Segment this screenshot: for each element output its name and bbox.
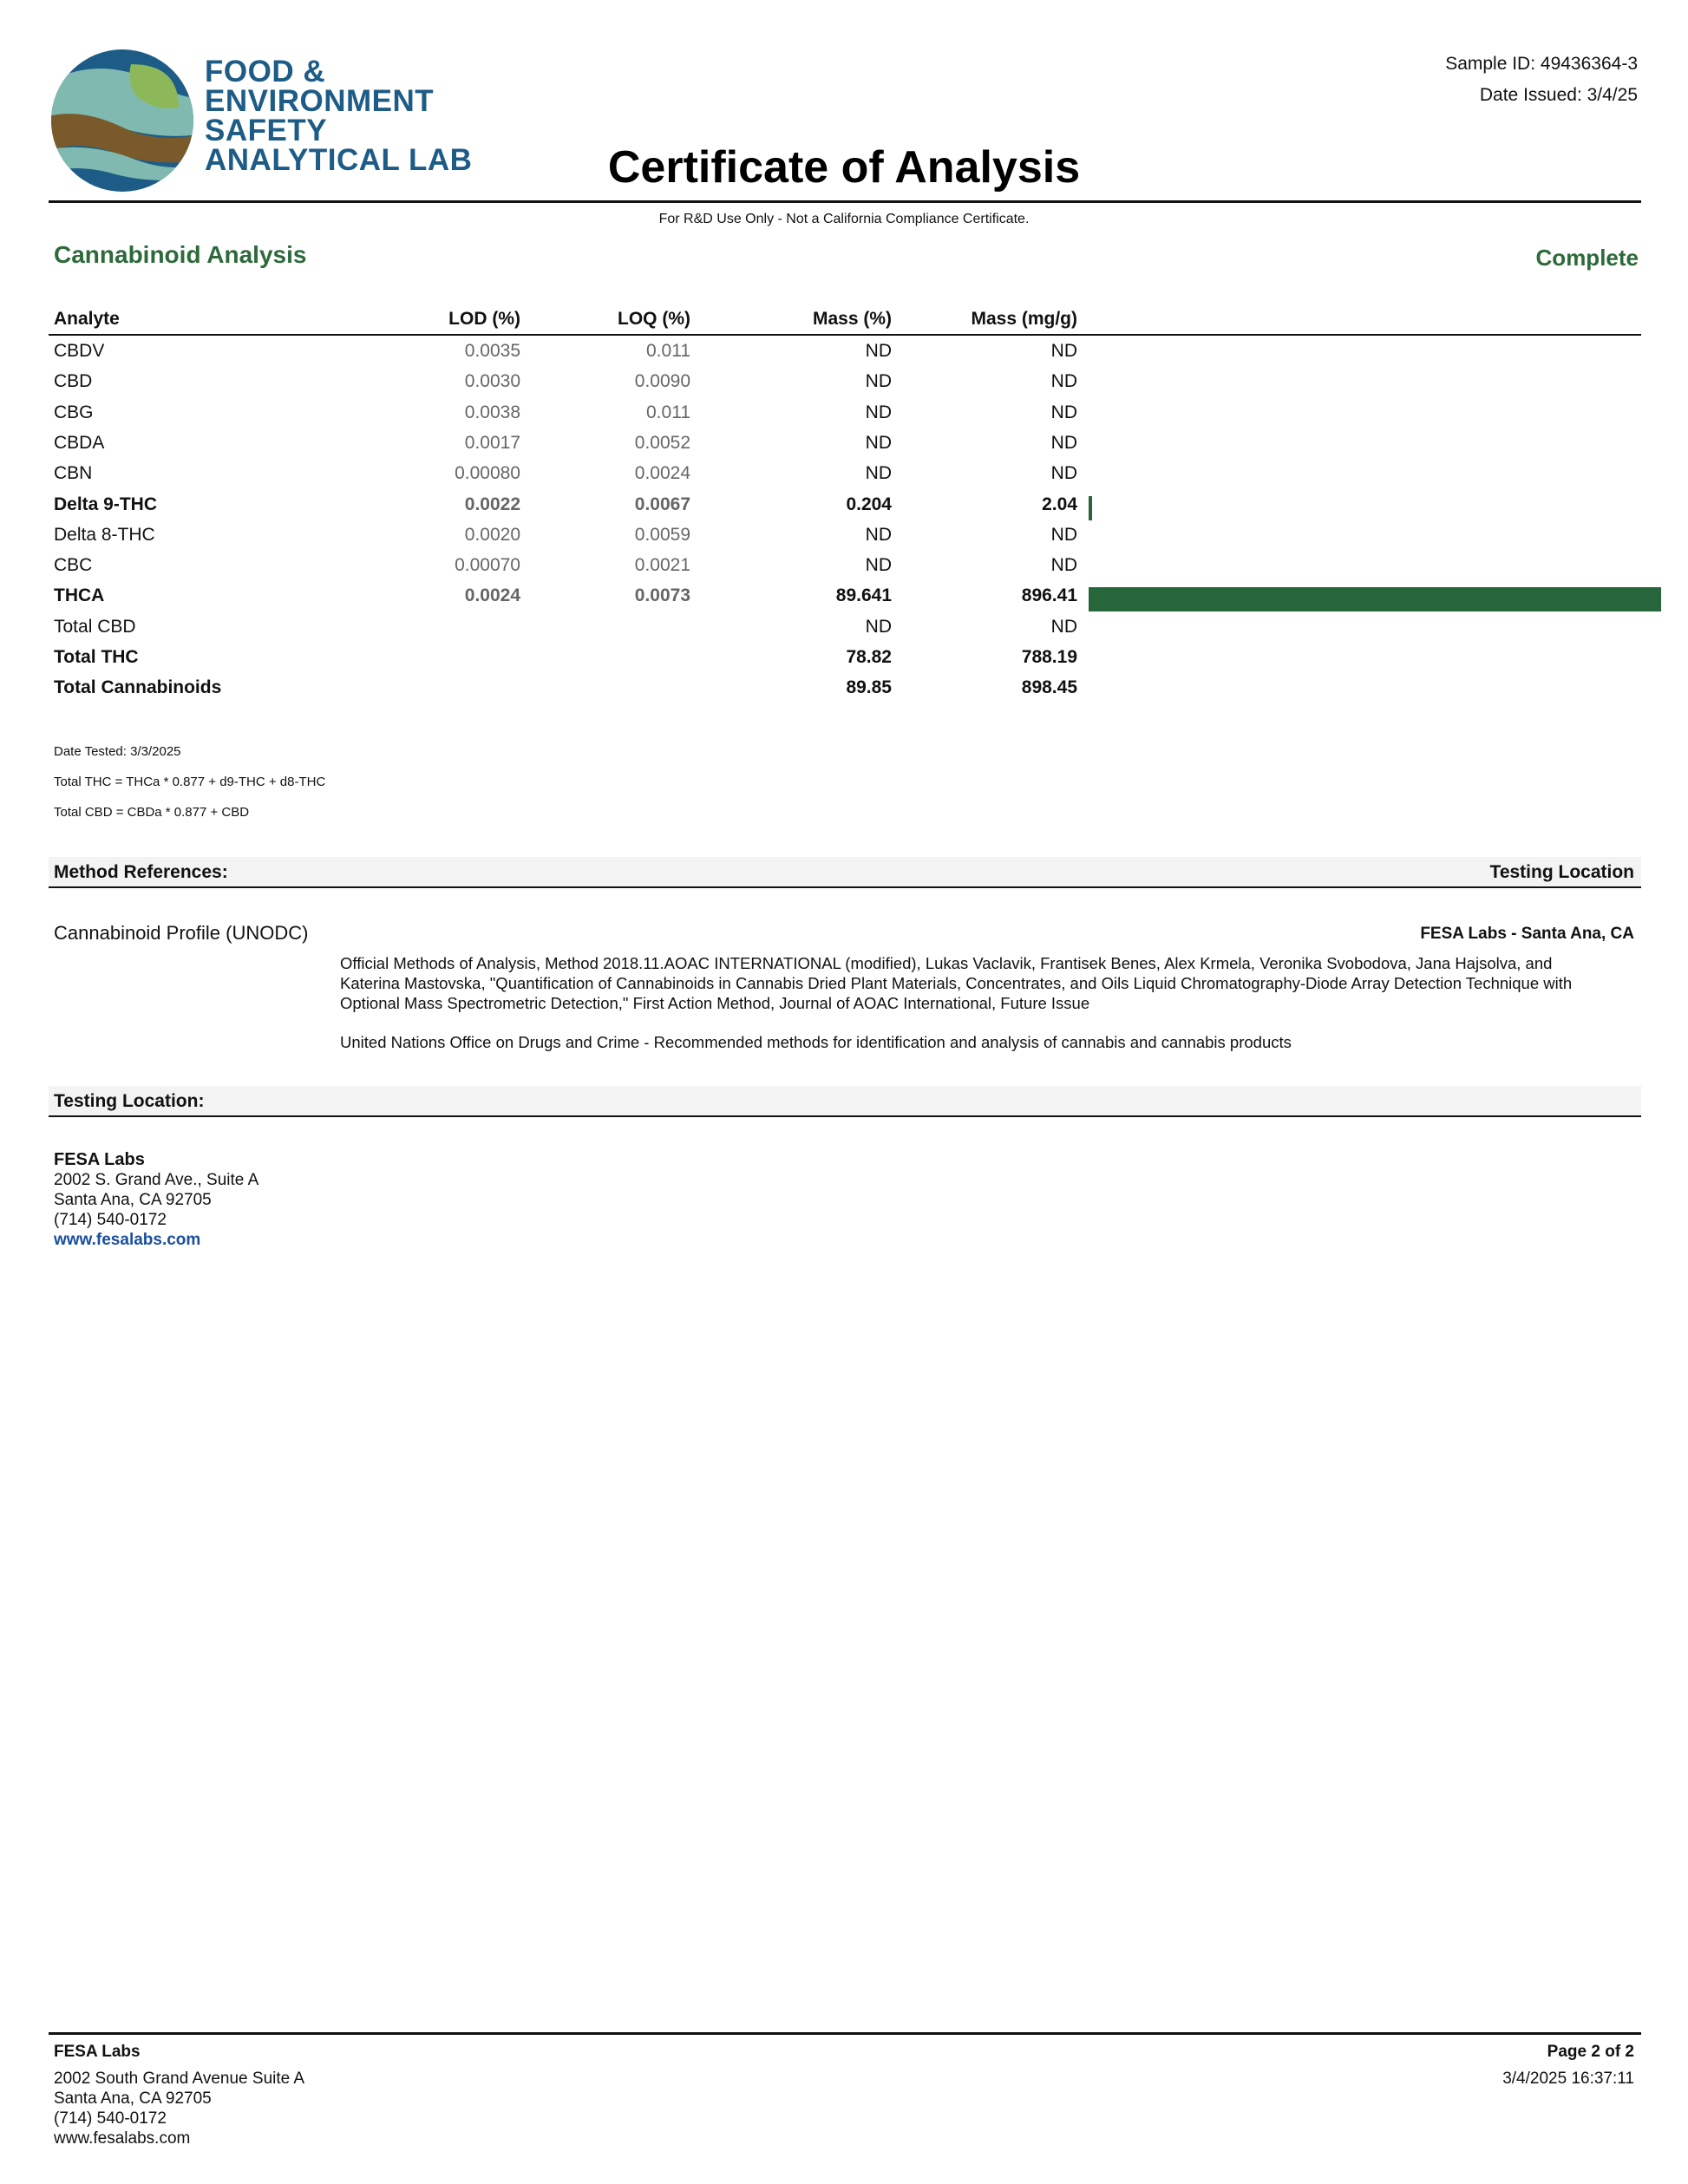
footer-divider — [49, 2032, 1641, 2035]
testing-location-band — [49, 1086, 1641, 1115]
mass-percent-value: 0.204 — [846, 494, 892, 514]
mass-percent-value: 89.641 — [835, 585, 892, 606]
mass-mg-value: 2.04 — [1042, 494, 1077, 514]
analyte-name: CBDA — [54, 432, 105, 453]
logo-line: ANALYTICAL LAB — [205, 143, 473, 177]
loq-value: 0.0059 — [634, 524, 690, 545]
logo-line: SAFETY — [205, 114, 328, 147]
analyte-name: THCA — [54, 585, 105, 606]
page-number: Page 2 of 2 — [1547, 2043, 1634, 2061]
mass-mg-value: ND — [1050, 616, 1077, 637]
method-name: Cannabinoid Profile (UNODC) — [54, 922, 309, 944]
mass-mg-value: ND — [1050, 463, 1077, 484]
mass-percent-value: ND — [865, 555, 892, 576]
lod-value: 0.0020 — [464, 524, 520, 545]
method-reference-1: Official Methods of Analysis, Method 2018.11.AOAC INTERNATIONAL (modified), Lukas Vaclavik, Frantisek Benes, Alex Krmela, Veronika Svobodova, Jana Hajsolva, and Katerina Mastovska, "Quantification of Cannabinoids in Cannabis Dried Plant Materials, Concentrates, and Oils Liquid Chromatography-Diode Array Detection Technique with Optional Mass Spectrometric Detection," First Action Method, Journal of AOAC International, Future Issue — [340, 954, 1573, 1012]
column-header-mass-pct: Mass (%) — [812, 309, 892, 329]
address-line-2: Santa Ana, CA 92705 — [54, 1191, 212, 1209]
total-cbd-formula: Total CBD = CBDa * 0.877 + CBD — [54, 805, 250, 820]
mass-mg-value: ND — [1050, 341, 1077, 361]
logo-line: FOOD & — [205, 55, 326, 88]
lod-value: 0.0030 — [464, 371, 520, 392]
footer-address — [54, 2042, 304, 2148]
mass-bar — [1089, 496, 1092, 520]
loq-value: 0.0067 — [634, 494, 690, 514]
mass-mg-value: 788.19 — [1021, 647, 1077, 667]
disclaimer: For R&D Use Only - Not a California Compliance Certificate. — [658, 212, 1030, 226]
mass-mg-value: ND — [1050, 555, 1077, 576]
analyte-name: CBD — [54, 371, 93, 392]
status-badge: Complete — [1535, 245, 1639, 271]
lab-name: FESA Labs — [54, 1150, 145, 1169]
lod-value: 0.0035 — [464, 341, 520, 361]
column-header-lod: LOD (%) — [448, 309, 520, 329]
mass-percent-value: 78.82 — [846, 647, 892, 667]
loq-value: 0.011 — [646, 402, 690, 422]
page-title: Certificate of Analysis — [607, 142, 1081, 193]
testing-location-label: Testing Location: — [54, 1091, 205, 1111]
mass-mg-value: 896.41 — [1021, 585, 1077, 606]
mass-mg-value: ND — [1050, 402, 1077, 422]
method-references-label: Method References: — [54, 862, 228, 882]
generated-timestamp: 3/4/2025 16:37:11 — [1502, 2070, 1634, 2088]
loq-value: 0.0024 — [634, 463, 690, 484]
loq-value: 0.0073 — [634, 585, 690, 606]
analyte-name: CBG — [54, 402, 94, 422]
address-line-1: 2002 S. Grand Ave., Suite A — [54, 1171, 259, 1189]
mass-percent-value: ND — [865, 432, 892, 453]
testing-location-address — [54, 1150, 258, 1250]
date-issued: Date Issued: 3/4/25 — [1479, 85, 1638, 105]
method-reference-2: United Nations Office on Drugs and Crime - Recommended methods for identification and analysis of cannabis and cannabis products — [340, 1033, 1292, 1051]
table-header-divider — [49, 334, 1641, 336]
mass-mg-value: ND — [1050, 432, 1077, 453]
method-references-divider — [49, 886, 1641, 888]
column-header-mass-mg: Mass (mg/g) — [971, 309, 1077, 329]
mass-percent-value: 89.85 — [846, 677, 892, 698]
lod-value: 0.0017 — [464, 432, 520, 453]
mass-bar — [1089, 587, 1661, 611]
title-divider — [49, 200, 1641, 203]
phone: (714) 540-0172 — [54, 1211, 167, 1229]
mass-percent-value: ND — [865, 402, 892, 422]
analyte-name: Total CBD — [54, 616, 136, 637]
footer-lab-name: FESA Labs — [54, 2043, 141, 2061]
analyte-name: CBDV — [54, 341, 105, 361]
analyte-name: CBC — [54, 555, 93, 576]
lod-value: 0.0038 — [464, 402, 520, 422]
analyte-name: Delta 9-THC — [54, 494, 158, 514]
loq-value: 0.0090 — [634, 371, 690, 392]
footer-website: www.fesalabs.com — [54, 2129, 191, 2148]
section-title: Cannabinoid Analysis — [54, 241, 307, 268]
footer-address-1: 2002 South Grand Avenue Suite A — [54, 2070, 305, 2088]
analyte-name: Total Cannabinoids — [54, 677, 222, 698]
footer-meta — [1502, 2042, 1634, 2089]
method-references-band — [49, 857, 1641, 886]
mass-mg-value: 898.45 — [1021, 677, 1077, 698]
method-location: FESA Labs - Santa Ana, CA — [1420, 925, 1634, 943]
lod-value: 0.00080 — [455, 463, 520, 484]
mass-percent-value: ND — [865, 524, 892, 545]
sample-id: Sample ID: 49436364-3 — [1445, 54, 1638, 74]
mass-mg-value: ND — [1050, 524, 1077, 545]
analyte-name: Delta 8-THC — [54, 524, 155, 545]
column-header-loq: LOQ (%) — [618, 309, 690, 329]
loq-value: 0.0021 — [634, 555, 690, 576]
website-link[interactable]: www.fesalabs.com — [54, 1231, 201, 1249]
lod-value: 0.0022 — [464, 494, 520, 514]
mass-percent-value: ND — [865, 341, 892, 361]
analyte-name: CBN — [54, 463, 93, 484]
logo-line: ENVIRONMENT — [205, 84, 435, 118]
lod-value: 0.00070 — [455, 555, 520, 576]
mass-percent-value: ND — [865, 616, 892, 637]
testing-location-divider — [49, 1115, 1641, 1117]
testing-location-header: Testing Location — [1489, 862, 1634, 882]
date-tested: Date Tested: 3/3/2025 — [54, 744, 181, 759]
lod-value: 0.0024 — [464, 585, 520, 606]
footer-address-2: Santa Ana, CA 92705 — [54, 2089, 212, 2108]
loq-value: 0.0052 — [634, 432, 690, 453]
footer-phone: (714) 540-0172 — [54, 2109, 167, 2128]
mass-percent-value: ND — [865, 371, 892, 392]
mass-mg-value: ND — [1050, 371, 1077, 392]
total-thc-formula: Total THC = THCa * 0.877 + d9-THC + d8-THC — [54, 775, 326, 789]
loq-value: 0.011 — [646, 341, 690, 361]
column-header-analyte: Analyte — [54, 309, 120, 329]
analyte-name: Total THC — [54, 647, 139, 667]
mass-percent-value: ND — [865, 463, 892, 484]
